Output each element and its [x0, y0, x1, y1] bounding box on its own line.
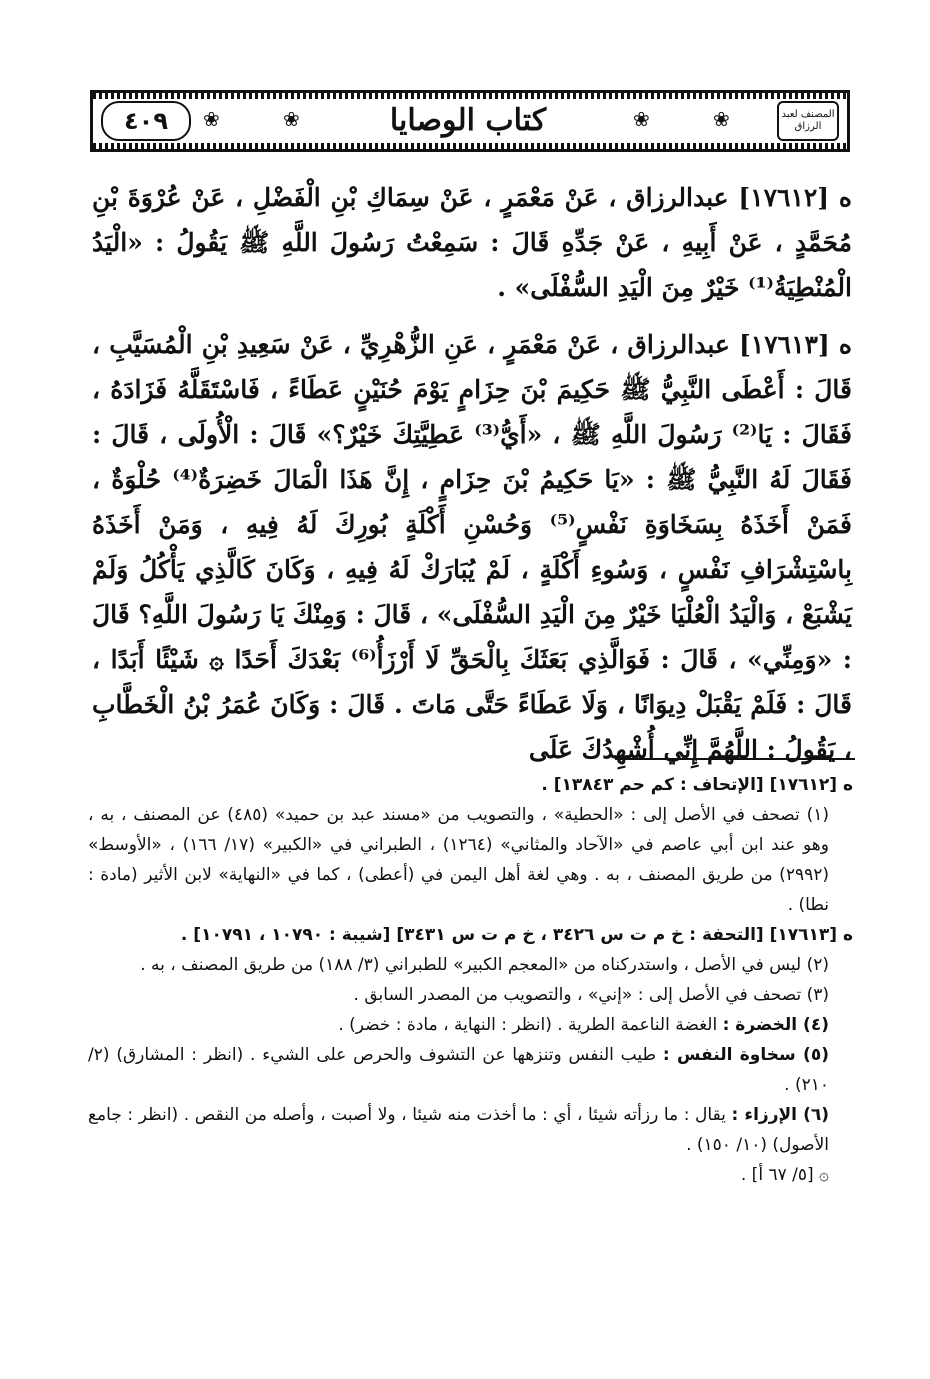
footnote-keyword: (٦) الإرزاء :: [731, 1105, 830, 1125]
footnote-keyword: (٥) سخاوة النفس :: [662, 1045, 829, 1065]
main-text: [92, 175, 852, 784]
footnote-keyword: (٤) الخضرة :: [722, 1015, 829, 1035]
hadith-17612: [92, 175, 852, 310]
footnote-ref: ه [١٧٦١٢] [الإتحاف : كم حم ١٣٨٤٣] .: [541, 775, 853, 795]
footnote: [88, 1040, 853, 1100]
folio-marker: ۞ [٥/ ٦٧ أ] .: [740, 1165, 829, 1185]
page-header: [90, 90, 850, 152]
hadith-number: ه [١٧٦١٢]: [738, 183, 852, 212]
ornament-icon: ❀: [203, 107, 220, 131]
hadith-text: عبدالرزاق ، عَنْ مَعْمَرٍ ، عَنْ سِمَاكِ بْنِ الْفَضْلِ ، عَنْ عُرْوَةَ بْنِ مُحَمَّدٍ ، عَنْ أَبِيهِ ، عَنْ جَدِّهِ قَالَ : سَمِعْتُ رَسُولَ اللَّهِ ﷺ يَقُولُ : «الْيَدُ الْمُنْطِيَةُ⁽¹⁾ خَيْرٌ مِنَ الْيَدِ السُّفْلَى» .: [92, 183, 852, 302]
footnote: [88, 1100, 853, 1160]
page-number: ٤٠٩: [124, 107, 168, 135]
page-number-badge: [101, 101, 191, 141]
footnote-text: يقال : ما رزأته شيئا ، أي : ما أخذت منه شيئا ، ولا أصبت ، وأصله من النقص . (انظر : جامع الأصول) (١٠/ ١٥٠) .: [88, 1105, 829, 1155]
footnote-text: طيب النفس وتنزهها عن التشوف والحرص على الشيء . (انظر : المشارق) (٢/ ٢١٠) .: [88, 1045, 829, 1095]
footnote: (١) تصحف في الأصل إلى : «الحطية» ، والتصويب من «مسند عبد بن حميد» (٤٨٥) عن المصنف ، به ، وهو عند ابن أبي عاصم في «الآحاد والمثاني» (١٢٦٤) ، الطبراني في «الكبير» (١٧/ ١٦٦) ، «الأوسط» (٢٩٩٢) من طريق المصنف ، به . وهي لغة أهل اليمن في (أعطى) ، كما في «النهاية» لابن الأثير (مادة : نطا) .: [88, 805, 829, 915]
footnote: [88, 1010, 853, 1040]
header-border-bottom: [93, 143, 847, 149]
footnote-text: الغضة الناعمة الطرية . (انظر : النهاية ، مادة : خضر) .: [338, 1015, 718, 1035]
hadith-number: ه [١٧٦١٣]: [738, 330, 852, 359]
ornament-icon: ❀: [283, 107, 300, 131]
footnote-ref: ه [١٧٦١٣] [التحفة : خ م ت س ٣٤٢٦ ، خ م ت س ٣٤٣١] [شيبة : ١٠٧٩٠ ، ١٠٧٩١] .: [180, 925, 853, 945]
header-border-top: [93, 93, 847, 99]
footnote: (٣) تصحف في الأصل إلى : «إني» ، والتصويب من المصدر السابق .: [353, 985, 829, 1005]
logo-text: المصنف لعبد الرزاق: [781, 109, 835, 132]
ornament-icon: ❀: [633, 107, 650, 131]
footnote: (٢) ليس في الأصل ، واستدركناه من «المعجم الكبير» للطبراني (٣/ ١٨٨) من طريق المصنف ، به .: [140, 955, 829, 975]
hadith-text: عبدالرزاق ، عَنْ مَعْمَرٍ ، عَنِ الزُّهْرِيِّ ، عَنْ سَعِيدِ بْنِ الْمُسَيَّبِ ، قَالَ : أَعْطَى النَّبِيُّ ﷺ حَكِيمَ بْنَ حِزَامٍ يَوْمَ حُنَيْنٍ عَطَاءً ، فَاسْتَقَلَّهُ فَزَادَهُ ، فَقَالَ : يَا⁽²⁾ رَسُولَ اللَّهِ ﷺ ، «أَيُّ⁽³⁾ عَطِيَّتِكَ خَيْرٌ؟» قَالَ : الْأُولَى ، قَالَ : فَقَالَ لَهُ النَّبِيُّ ﷺ : «يَا حَكِيمُ بْنَ حِزَامٍ ، إِنَّ هَذَا الْمَالَ خَضِرَةٌ⁽⁴⁾ حُلْوَةٌ ، فَمَنْ أَخَذَهُ بِسَخَاوَةِ نَفْسٍ⁽⁵⁾ وَحُسْنِ أَكْلَةٍ بُورِكَ لَهُ فِيهِ ، وَمَنْ أَخَذَهُ بِاسْتِشْرَافِ نَفْسٍ ، وَسُوءِ أَكْلَةٍ ، لَمْ يُبَارَكْ لَهُ فِيهِ ، وَكَانَ كَالَّذِي يَأْكُلُ وَلَمْ يَشْبَعْ ، وَالْيَدُ الْعُلْيَا خَيْرٌ مِنَ الْيَدِ السُّفْلَى» ، قَالَ : وَمِنْكَ يَا رَسُولَ اللَّهِ؟ قَالَ : «وَمِنِّي» ، قَالَ : فَوَالَّذِي بَعَثَكَ بِالْحَقِّ لَا أَرْزَأُ⁽⁶⁾ بَعْدَكَ أَحَدًا ۞ شَيْئًا أَبَدًا ، قَالَ : فَلَمْ يَقْبَلْ دِيوَانًا ، وَلَا عَطَاءً حَتَّى مَاتَ . قَالَ : وَكَانَ عُمَرُ بْنُ الْخَطَّابِ ، يَقُولُ : اللَّهُمَّ إِنِّي أُشْهِدُكَ عَلَى: [92, 330, 853, 764]
book-title: كتاب الوصايا: [389, 103, 547, 138]
footnotes: [88, 770, 853, 1190]
footnote-divider: [615, 758, 855, 760]
publisher-logo: [777, 101, 839, 141]
ornament-icon: ❀: [713, 107, 730, 131]
hadith-17613: [92, 322, 852, 772]
